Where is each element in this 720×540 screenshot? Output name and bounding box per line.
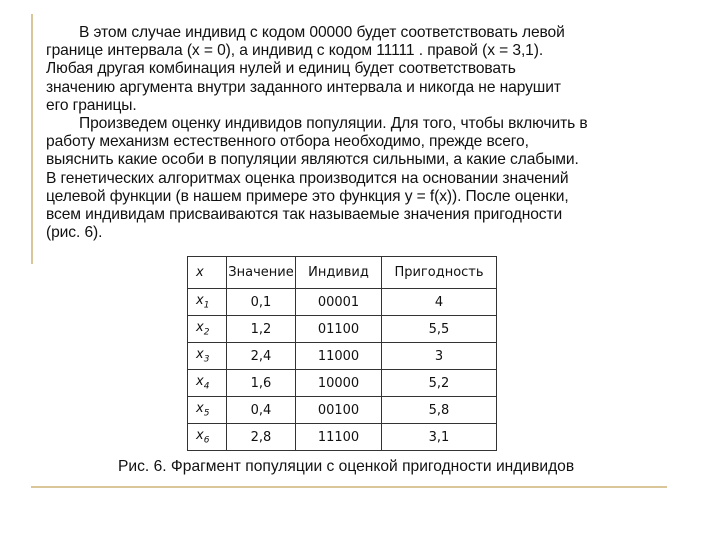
row-fitness: 5,2 <box>382 370 497 397</box>
var-symbol: x <box>196 347 204 363</box>
row-individual: 11000 <box>296 343 382 370</box>
text-line: (рис. 6). <box>46 224 103 242</box>
header-value: Значение <box>227 257 296 289</box>
table-row <box>188 397 497 424</box>
table-row <box>188 316 497 343</box>
var-symbol: x <box>196 293 204 309</box>
header-individual: Индивид <box>296 257 382 289</box>
table-row <box>188 370 497 397</box>
body-text <box>46 24 691 242</box>
row-fitness: 5,8 <box>382 397 497 424</box>
var-symbol: x <box>196 428 204 444</box>
text-line: значению аргумента внутри заданного интервала и никогда не нарушит <box>46 78 561 96</box>
text-line: его границы. <box>46 96 137 114</box>
row-value: 1,6 <box>227 370 296 397</box>
row-variable <box>188 343 227 370</box>
row-value: 0,1 <box>227 289 296 316</box>
row-variable <box>188 397 227 424</box>
text-line: целевой функции (в нашем примере это функция y = f(x)). После оценки, <box>46 187 569 205</box>
row-individual: 10000 <box>296 370 382 397</box>
figure-caption: Рис. 6. Фрагмент популяции с оценкой пригодности индивидов <box>118 458 575 475</box>
text-line: границе интервала (x = 0), а индивид с кодом 11111 . правой (x = 3,1). <box>46 42 544 60</box>
var-symbol: x <box>196 374 204 390</box>
header-fitness: Пригодность <box>382 257 497 289</box>
var-symbol: x <box>196 320 204 336</box>
row-individual: 00100 <box>296 397 382 424</box>
table-row <box>188 424 497 451</box>
text-line: В этом случае индивид с кодом 00000 будет соответствовать левой <box>79 24 565 41</box>
row-variable <box>188 289 227 316</box>
text-line: Любая другая комбинация нулей и единиц будет соответствовать <box>46 60 516 78</box>
table-row <box>188 289 497 316</box>
var-subscript: 2 <box>203 327 210 338</box>
row-individual: 11100 <box>296 424 382 451</box>
text-line: Произведем оценку индивидов популяции. Для того, чтобы включить в <box>79 115 588 133</box>
row-fitness: 3 <box>382 343 497 370</box>
var-subscript: 6 <box>203 435 210 446</box>
text-line: выяснить какие особи в популяции являются сильными, а какие слабыми. <box>46 151 579 169</box>
table-row <box>188 343 497 370</box>
row-value: 0,4 <box>227 397 296 424</box>
row-variable <box>188 424 227 451</box>
text-line: В генетических алгоритмах оценка производится на основании значений <box>46 169 569 187</box>
slide-frame-bottom-rule <box>31 486 667 488</box>
population-table <box>187 256 497 451</box>
row-fitness: 3,1 <box>382 424 497 451</box>
var-subscript: 3 <box>203 354 210 365</box>
var-subscript: 4 <box>203 381 210 392</box>
text-line: работу механизм естественного отбора необходимо, прежде всего, <box>46 133 529 151</box>
var-subscript: 1 <box>203 300 210 311</box>
row-value: 1,2 <box>227 316 296 343</box>
row-value: 2,4 <box>227 343 296 370</box>
row-fitness: 5,5 <box>382 316 497 343</box>
row-individual: 01100 <box>296 316 382 343</box>
text-line: всем индивидам присваиваются так называемые значения пригодности <box>46 206 563 224</box>
var-subscript: 5 <box>203 408 210 419</box>
header-x: x <box>188 257 227 289</box>
row-variable <box>188 316 227 343</box>
var-symbol: x <box>196 401 204 417</box>
slide-frame-left-rule <box>31 14 33 264</box>
row-fitness: 4 <box>382 289 497 316</box>
row-variable <box>188 370 227 397</box>
row-value: 2,8 <box>227 424 296 451</box>
row-individual: 00001 <box>296 289 382 316</box>
table-header-row <box>188 257 497 289</box>
